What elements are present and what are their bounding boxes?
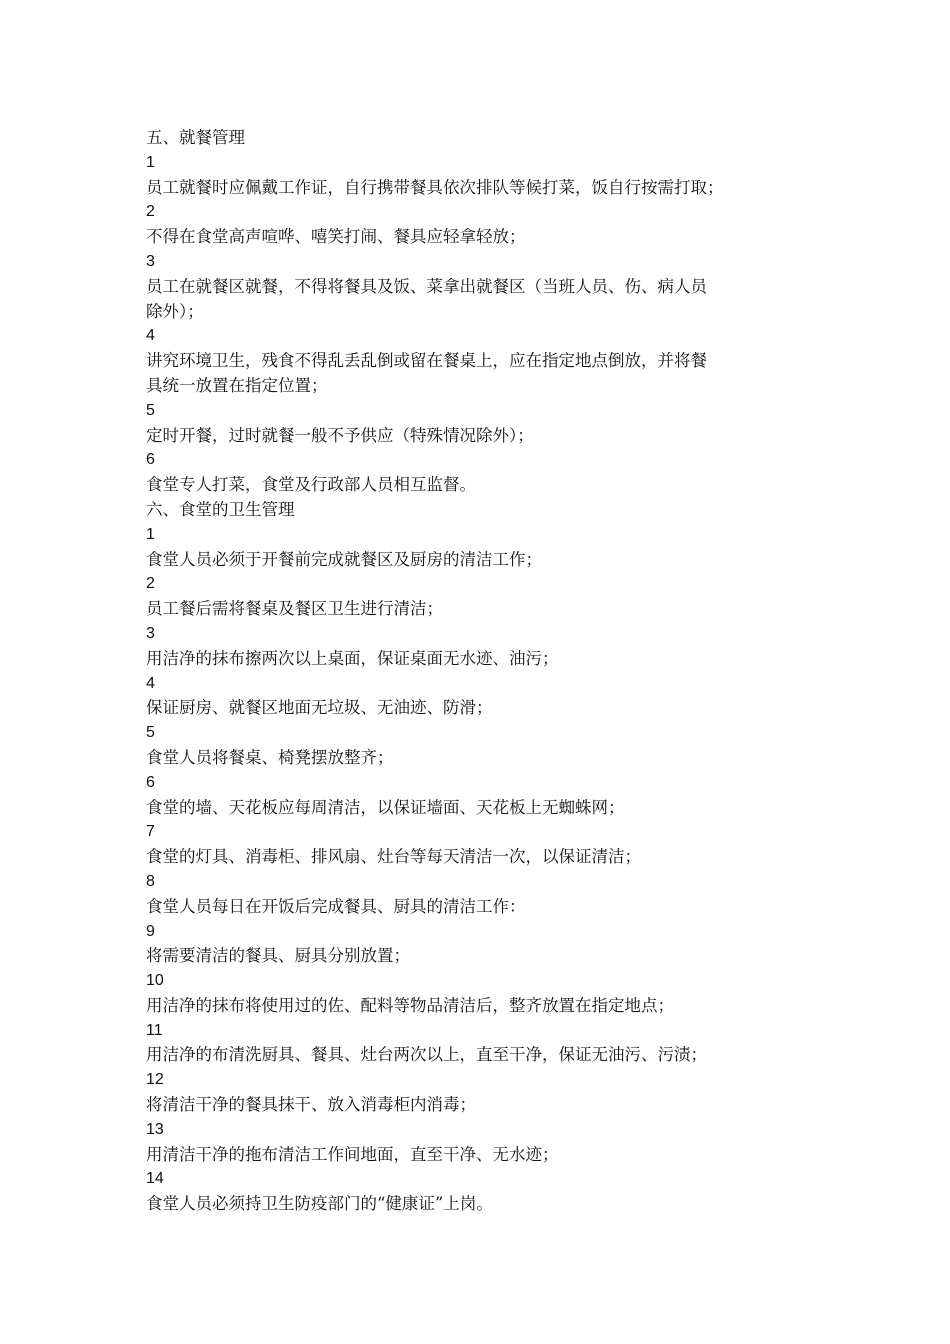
item-number: 6 — [146, 451, 155, 469]
item-text: 不得在食堂高声喧哗、嘻笑打闹、餐具应轻拿轻放； — [146, 227, 526, 247]
item-number: 11 — [146, 1021, 163, 1039]
item-text: 将清洁干净的餐具抹干、放入消毒柜内消毒； — [146, 1095, 476, 1115]
item-text: 讲究环境卫生，残食不得乱丢乱倒或留在餐桌上，应在指定地点倒放，并将餐 — [146, 351, 707, 371]
item-text: 食堂的墙、天花板应每周清洁，以保证墙面、天花板上无蜘蛛网； — [146, 797, 625, 817]
item-number: 10 — [146, 972, 164, 990]
item-number: 4 — [146, 674, 155, 692]
item-text: 将需要清洁的餐具、厨具分别放置； — [146, 946, 410, 966]
item-text: 食堂专人打菜，食堂及行政部人员相互监督。 — [146, 475, 476, 495]
item-number: 12 — [146, 1071, 164, 1089]
item-text: 除外）； — [146, 301, 204, 321]
item-text: 食堂人员必须持卫生防疫部门的“健康证”上岗。 — [146, 1194, 493, 1214]
item-text: 员工就餐时应佩戴工作证，自行携带餐具依次排队等候打菜，饭自行按需打取； — [146, 177, 724, 197]
section-heading: 六、食堂的卫生管理 — [146, 499, 295, 519]
item-number: 13 — [146, 1120, 164, 1138]
item-number: 1 — [146, 153, 155, 171]
item-number: 6 — [146, 773, 155, 791]
item-number: 3 — [146, 624, 155, 642]
document-page — [146, 126, 816, 1217]
item-number: 2 — [146, 203, 155, 221]
item-text: 食堂人员每日在开饭后完成餐具、厨具的清洁工作： — [146, 896, 526, 916]
item-text: 用清洁干净的拖布清洁工作间地面，直至干净、无水迹； — [146, 1144, 559, 1164]
section-heading: 五、就餐管理 — [146, 128, 245, 147]
item-number: 7 — [146, 823, 155, 841]
item-number: 4 — [146, 327, 155, 345]
item-number: 1 — [146, 525, 155, 543]
item-number: 9 — [146, 922, 155, 940]
item-number: 14 — [146, 1170, 164, 1188]
item-text: 食堂人员必须于开餐前完成就餐区及厨房的清洁工作； — [146, 549, 542, 569]
item-number: 5 — [146, 401, 155, 419]
item-number: 2 — [146, 575, 155, 593]
item-text: 用洁净的抹布擦两次以上桌面，保证桌面无水迹、油污； — [146, 648, 559, 668]
item-text: 用洁净的布清洗厨具、餐具、灶台两次以上，直至干净，保证无油污、污渍； — [146, 1045, 707, 1065]
item-number: 5 — [146, 724, 155, 742]
item-text: 员工餐后需将餐桌及餐区卫生进行清洁； — [146, 599, 443, 619]
item-number: 3 — [146, 252, 155, 270]
item-text: 食堂人员将餐桌、椅凳摆放整齐； — [146, 747, 394, 767]
item-text: 员工在就餐区就餐，不得将餐具及饭、菜拿出就餐区（当班人员、伤、病人员 — [146, 276, 707, 296]
item-text: 保证厨房、就餐区地面无垃圾、无油迹、防滑； — [146, 698, 493, 718]
item-text: 定时开餐，过时就餐一般不予供应（特殊情况除外）； — [146, 425, 534, 445]
item-number: 8 — [146, 872, 155, 890]
item-text: 具统一放置在指定位置； — [146, 375, 328, 395]
item-text: 用洁净的抹布将使用过的佐、配料等物品清洁后，整齐放置在指定地点； — [146, 995, 674, 1015]
item-text: 食堂的灯具、消毒柜、排风扇、灶台等每天清洁一次，以保证清洁； — [146, 847, 641, 867]
